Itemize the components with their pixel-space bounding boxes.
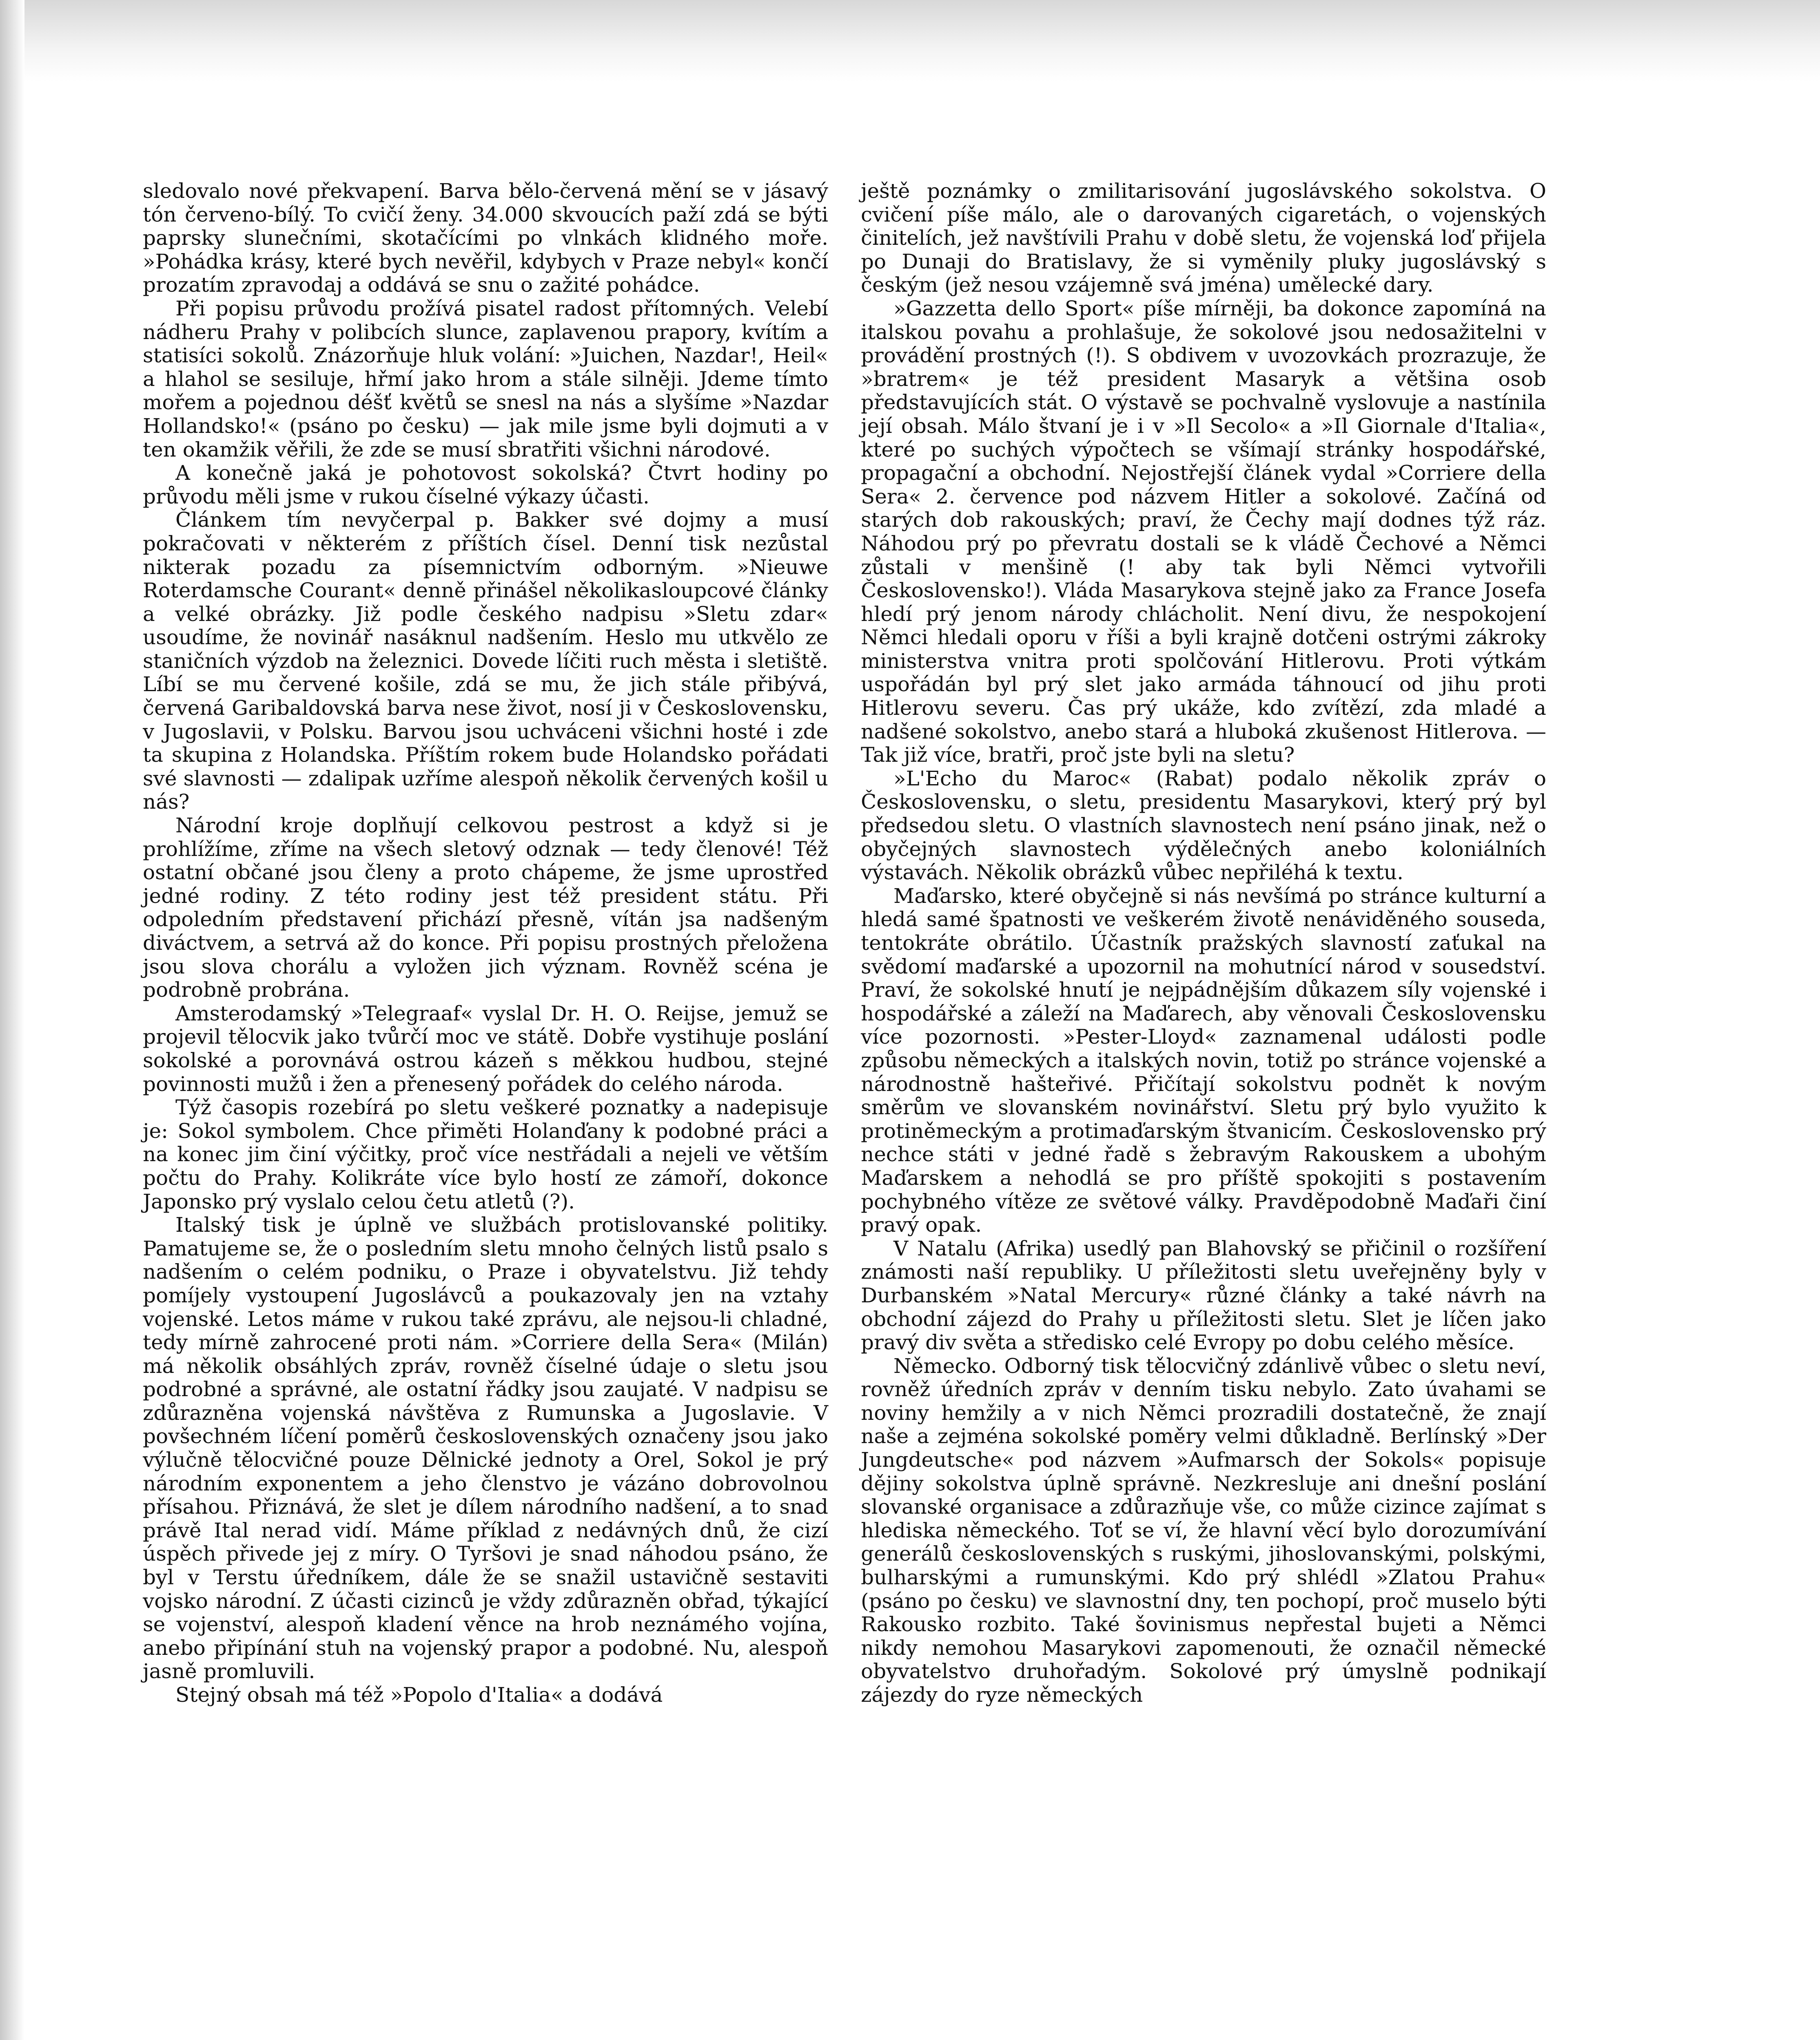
paragraph: Italský tisk je úplně ve službách protislovanské politiky. Pamatujeme se, že o posledním sletu mnoho čelných listů psalo s nadšením o celém podniku, o Praze i obyvatelstvu. Již tehdy pomíjely vystoupení Jugoslávců a poukazovaly jen na vztahy vojenské. Letos máme v rukou také zprávu, ale nejsou-li chladné, tedy mírně zahrocené proti nám. »Corriere della Sera« (Milán) má několik obsáhlých zpráv, rovněž číselné údaje o sletu jsou podrobné a správné, ale ostatní řádky jsou zaujaté. V nadpisu se zdůrazněna vojenská návštěva z Rumunska a Jugoslavie. V povšechném líčení poměrů československých označeny jsou jako výlučně tělocvičné pouze Dělnické jednoty a Orel, Sokol je prý národním exponentem a jeho členstvo je vázáno dobrovolnou přísahou. Přiznává, že slet je dílem národního nadšení, a to snad právě Ital nerad vidí. Máme příklad z nedávných dnů, že cizí úspěch přivede jej z míry. O Tyršovi je snad náhodou psáno, že byl v Terstu úředníkem, dále že se snažil ustavičně sestaviti vojsko národní. Z účasti cizinců je vždy zdůrazněn obřad, týkající se vojenství, alespoň kladení věnce na hrob neznámého vojína, anebo připínání stuh na vojenský prapor a podobné. Nu, alespoň jasně promluvili. — [143, 1213, 828, 1683]
paragraph: Stejný obsah má též »Popolo d'Italia« a dodává — [175, 1683, 663, 1707]
paragraph: Týž časopis rozebírá po sletu veškeré poznatky a nadepisuje je: Sokol symbolem. Chce přiměti Holanďany k podobné práci a na konec jim činí výčitky, proč více nestřádali a nejeli ve větším počtu do Prahy. Kolikráte více bylo hostí ze zámoří, dokonce Japonsko prý vyslalo celou četu atletů (?). — [143, 1095, 828, 1213]
paragraph: V Natalu (Afrika) usedlý pan Blahovský se přičinil o rozšíření známosti naší republiky. U příležitosti sletu uveřejněny byly v Durbanském »Natal Mercury« různé články a také návrh na obchodní zájezd do Prahy u příležitosti sletu. Slet je líčen jako pravý div světa a středisko celé Evropy po dobu celého měsíce. — [861, 1236, 1546, 1355]
paragraph: A konečně jaká je pohotovost sokolská? Čtvrt hodiny po průvodu měli jsme v rukou číselné výkazy účasti. — [143, 461, 828, 508]
paragraph: »Gazzetta dello Sport« píše mírněji, ba dokonce zapomíná na italskou povahu a prohlašuje, že sokolové jsou nedosažitelni v provádění prostných (!). S obdivem v uvozovkách prozrazuje, že »bratrem« je též president Masaryk a většina osob představujících stát. O výstavě se pochvalně vyslovuje a nastínila její obsah. Málo štvaní je i v »Il Secolo« a »Il Giornale d'Italia«, které po suchých výpočtech se všímají stránky hospodářské, propagační a obchodní. Nejostřejší článek vydal »Corriere della Sera« 2. července pod názvem Hitler a sokolové. Začíná od starých dob rakouských; praví, že Čechy mají dodnes týž ráz. Náhodou prý po převratu dostali se k vládě Čechové a Němci zůstali v menšině (! aby tak byli Němci vytvořili Československo!). Vláda Masarykova stejně jako za France Josefa hledí prý jenom národy chlácholit. Není divu, že nespokojení Němci hledali oporu v říši a byli krajně dotčeni ostrými zákroky ministerstva vnitra proti spolčování Hitlerovu. Proti výtkám uspořádán byl prý slet jako armáda táhnoucí od jihu proti Hitlerovu severu. Čas prý ukáže, kdo zvítězí, zda mladé a nadšené sokolstvo, anebo stará a hluboká zkušenost Hitlerova. — Tak již více, bratři, proč jste byli na sletu? — [861, 296, 1546, 767]
paragraph: Článkem tím nevyčerpal p. Bakker své dojmy a musí pokračovati v některém z příštích čísel. Denní tisk nezůstal nikterak pozadu za písemnictvím odborným. »Nieuwe Roterdamsche Courant« denně přinášel několikasloupcové články a velké obrázky. Již podle českého nadpisu »Sletu zdar« usoudíme, že novinář nasáknul nadšením. Heslo mu utkvělo ze staničních výzdob na železnici. Dovede líčiti ruch města i sletiště. Líbí se mu červené košile, zdá se mu, že jich stále přibývá, červená Garibaldovská barva nese život, nosí ji v Československu, v Jugoslavii, v Polsku. Barvou jsou uchváceni všichni hosté i zde ta skupina z Holandska. Příštím rokem bude Holandsko pořádati své slavnosti — zdalipak uzříme alespoň několik červených košil u nás? — [143, 508, 828, 814]
paragraph: Amsterodamský »Telegraaf« vyslal Dr. H. O. Reijse, jemuž se projevil tělocvik jako tvůrčí moc ve státě. Dobře vystihuje poslání sokolské a porovnává ostrou kázeň s měkkou hudbou, stejné povinnosti mužů i žen a přenesený pořádek do celého národa. — [143, 1001, 828, 1096]
scan-left-edge — [0, 0, 24, 2040]
right-column — [861, 180, 1546, 1707]
paragraph: »L'Echo du Maroc« (Rabat) podalo několik zpráv o Československu, o sletu, presidentu Masarykovi, který prý byl předsedou sletu. O vlastních slavnostech není psáno jinak, než o obyčejných slavnostech výdělečných anebo koloniálních výstavách. Několik obrázků vůbec nepřiléhá k textu. — [861, 766, 1546, 885]
paragraph: Při popisu průvodu prožívá pisatel radost přítomných. Velebí nádheru Prahy v polibcích slunce, zaplavenou prapory, kvítím a statisíci sokolů. Znázorňuje hluk volání: »Juichen, Nazdar!, Heil« a hlahol se sesiluje, hřmí jako hrom a stále silněji. Jdeme tímto mořem a pojednou déšť květů se snesl na nás a slyšíme »Nazdar Hollandsko!« (psáno po česku) — jak mile jsme byli dojmuti a v ten okamžik věřili, že zde se musí sbratřiti všichni národové. — [143, 296, 828, 461]
paragraph: Maďarsko, které obyčejně si nás nevšímá po stránce kulturní a hledá samé špatnosti ve veškerém životě nenáviděného souseda, tentokráte obrátilo. Účastník pražských slavností zaťukal na svědomí maďarské a upozornil na mohutnící národ v sousedství. Praví, že sokolské hnutí je nejpádnějším důkazem síly vojenské i hospodářské a záleží na Maďarech, aby věnovali Československu více pozornosti. »Pester-Lloyd« zaznamenal události podle způsobu německých a italských novin, totiž po stránce vojenské a národnostně hašteřivé. Přičítají sokolstvu podnět k novým směrům ve slovanském novinářství. Sletu prý bylo využito k protiněmeckým a protimaďarským štvanicím. Československo prý nechce státi v jedné řadě s žebravým Rakouskem a ubohým Maďarskem a nehodlá se pro příště spokojiti s postavením pochybného vítěze ze světové války. Pravděpodobně Maďaři činí pravý opak. — [861, 884, 1546, 1237]
left-column — [143, 180, 828, 1707]
paragraph: Národní kroje doplňují celkovou pestrost a když si je prohlížíme, zříme na všech sletový odznak — tedy členové! Též ostatní občané jsou členy a proto chápeme, že jsme uprostřed jedné rodiny. Z této rodiny jest též president státu. Při odpoledním představení přichází přesně, vítán jsa nadšeným diváctvem, a setrvá až do konce. Při popisu prostných přeložena jsou slova chorálu a vyložen jich význam. Rovněž scéna je podrobně probrána. — [143, 814, 828, 1002]
scan-top-edge — [0, 0, 1820, 82]
paragraph: Německo. Odborný tisk tělocvičný zdánlivě vůbec o sletu neví, rovněž úředních zpráv v denním tisku nebylo. Zato úvahami se noviny hemžily a v nich Němci prozradili dostatečně, že znají naše a zejména sokolské poměry velmi důkladně. Berlínský »Der Jungdeutsche« pod názvem »Aufmarsch der Sokols« popisuje dějiny sokolstva úplně správně. Nezkresluje ani dnešní poslání slovanské organisace a zdůrazňuje vše, co může cizince zajímat s hlediska německého. Toť se ví, že hlavní věcí bylo dorozumívání generálů československých s ruskými, jihoslovanskými, polskými, bulharskými a rumunskými. Kdo prý shlédl »Zlatou Prahu« (psáno po česku) ve slavnostní dny, ten pochopí, proč muselo býti Rakousko rozbito. Také šovinismus nepřestal bujeti a Němci nikdy nemohou Masarykovi zapomenouti, že označil německé obyvatelstvo druhořadým. Sokolové prý úmyslně podnikají zájezdy do ryze německých — [861, 1354, 1546, 1707]
paragraph: ještě poznámky o zmilitarisování jugoslávského sokolstva. O cvičení píše málo, ale o darovaných cigaretách, o vojenských činitelích, jež navštívili Prahu v době sletu, že vojenská loď přijela po Dunaji do Bratislavy, že si vyměnily pluky jugoslávský s českým (jež nesou vzájemně svá jména) umělecké dary. — [861, 179, 1546, 297]
paragraph: sledovalo nové překvapení. Barva bělo-červená mění se v jásavý tón červeno-bílý. To cvičí ženy. 34.000 skvoucích paží zdá se býti paprsky slunečními, skotačícími po vlnkách klidného moře. »Pohádka krásy, které bych nevěřil, kdybych v Praze nebyl« končí prozatím zpravodaj a oddává se snu o zažité pohádce. — [143, 179, 828, 297]
